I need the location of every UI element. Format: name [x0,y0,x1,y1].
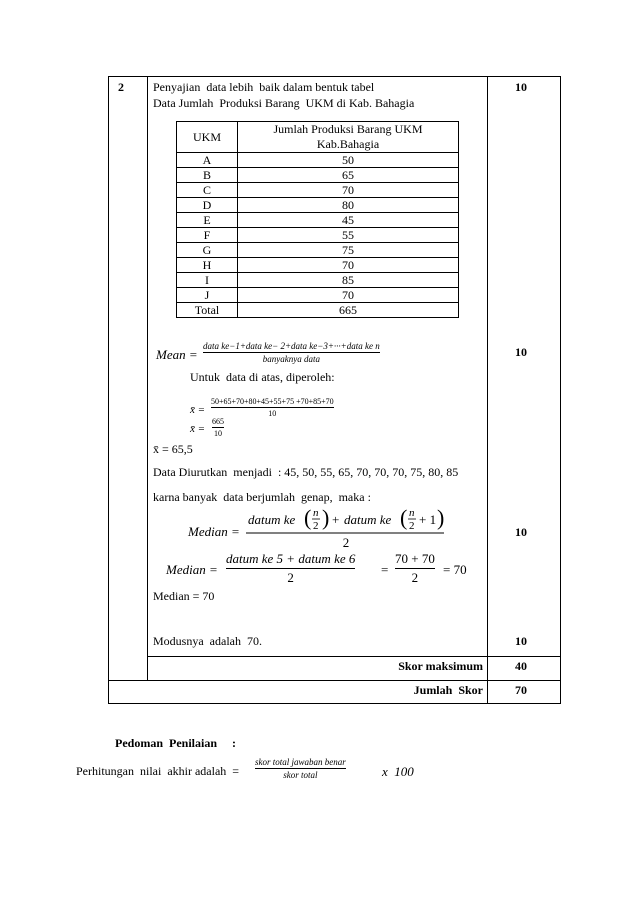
score-2: 10 [515,345,527,359]
median-result: Median = 70 [153,589,215,603]
table-row [177,243,459,258]
table-row [177,183,459,198]
pedoman-numerator: skor total jawaban benar [255,757,346,767]
grid-row-jumlah [108,680,561,681]
svg-text:n: n [409,507,415,519]
mean-denominator: banyaknya data [262,354,320,364]
table-row [177,273,459,288]
xbar2-numerator: 665 [212,417,224,426]
xbar-label: x̄ = [190,404,206,416]
svg-text:n: n [313,507,319,519]
table-total-row [177,303,459,318]
cell-value: 70 [238,288,459,303]
median-calc2-numerator: 70 + 70 [395,551,435,566]
score-4: 10 [515,634,527,648]
cell-value: 70 [238,183,459,198]
modus-text: Modusnya adalah 70. [153,634,262,648]
cell-ukm: A [177,153,238,168]
mean-numerator: data ke−1+data ke− 2+data ke−3+···+data ke n [203,341,380,351]
pedoman-colon: : [232,736,236,750]
header-jumlah: Jumlah Produksi Barang UKM Kab.Bahagia [238,122,459,153]
jumlah-skor-value: 70 [515,683,527,697]
fraction-bar [226,568,355,569]
svg-text:datum ke: datum ke [344,512,392,527]
table-row [177,198,459,213]
score-3: 10 [515,525,527,539]
fraction-bar [212,427,224,428]
grid-col1 [147,76,148,680]
svg-text:datum ke: datum ke [248,512,296,527]
table-row [177,288,459,303]
cell-ukm: C [177,183,238,198]
table-row [177,258,459,273]
cell-value: 80 [238,198,459,213]
xbar-fraction [211,397,334,418]
xbar-numerator: 50+65+70+80+45+55+75 +70+85+70 [211,397,334,406]
median-calc2-fraction [395,551,435,586]
score-1: 10 [515,80,527,94]
untuk-text: Untuk data di atas, diperoleh: [190,370,335,384]
cell-ukm: H [177,258,238,273]
cell-ukm: E [177,213,238,228]
median-formula-label: Median = [188,524,240,539]
median-calc-fraction [226,551,355,586]
pedoman-formula-suffix: x 100 [382,764,414,779]
grid-col2 [487,76,488,704]
row-number: 2 [118,80,124,94]
cell-value: 45 [238,213,459,228]
svg-text:+: + [332,512,340,527]
xbar-denominator: 10 [268,409,277,418]
pedoman-denominator: skor total [283,770,318,780]
fraction-bar [211,407,334,408]
svg-text:(: ( [400,505,408,530]
cell-value: 55 [238,228,459,243]
total-value: 665 [238,303,459,318]
jumlah-skor-label: Jumlah Skor [413,683,483,697]
fraction-bar [255,768,346,769]
cell-value: 70 [238,258,459,273]
skor-max-value: 40 [515,659,527,673]
xbar2-fraction [212,417,224,438]
intro-line-2: Data Jumlah Produksi Barang UKM di Kab. Bahagia [153,96,415,110]
pedoman-formula-prefix: Perhitungan nilai akhir adalah = [76,764,240,778]
table-header-row [177,122,459,153]
median-calc-eq: = [381,562,389,577]
xbar2-denominator: 10 [214,429,222,438]
median-calc-numerator: datum ke 5 + datum ke 6 [226,551,356,566]
cell-ukm: G [177,243,238,258]
svg-text:): ) [437,505,445,530]
skor-max-label: Skor maksimum [398,659,483,673]
cell-ukm: F [177,228,238,243]
intro-line-1: Penyajian data lebih baik dalam bentuk tabel [153,80,375,94]
cell-ukm: J [177,288,238,303]
median-calc-denominator: 2 [287,570,294,585]
median-calc2-denominator: 2 [411,570,419,585]
grid-right [560,76,561,704]
xbar2-label: x̄ = [190,423,206,435]
svg-text:(: ( [304,505,312,530]
table-row [177,228,459,243]
mean-label: Mean = [156,347,198,362]
cell-value: 85 [238,273,459,288]
table-row [177,168,459,183]
cell-value: 75 [238,243,459,258]
grid-row-skor [147,656,561,657]
svg-text:): ) [322,505,330,530]
production-table [176,121,459,318]
median-formula-denominator: 2 [342,535,350,550]
svg-text:+ 1: + 1 [419,512,437,527]
fraction-bar [395,568,435,569]
grid-left [108,76,109,704]
median-formula-fraction [246,505,446,549]
svg-text:2: 2 [313,520,319,532]
header-ukm: UKM [177,122,238,153]
fraction-bar [203,352,380,353]
table-row [177,153,459,168]
cell-ukm: B [177,168,238,183]
mean-fraction [203,341,380,364]
median-reason: karna banyak data berjumlah genap, maka : [153,490,371,504]
grid-top [108,76,561,77]
sorted-data: Data Diurutkan menjadi : 45, 50, 55, 65, 70, 70, 70, 75, 80, 85 [153,465,459,479]
svg-text:2: 2 [409,520,415,532]
mean-result: x̄ = 65,5 [153,442,193,456]
cell-ukm: D [177,198,238,213]
median-calc-label: Median = [166,562,218,577]
total-label: Total [177,303,238,318]
median-calc-result: = 70 [443,562,467,577]
pedoman-title: Pedoman Penilaian [115,736,218,750]
grid-bottom [108,703,561,704]
cell-value: 65 [238,168,459,183]
table-row [177,213,459,228]
pedoman-fraction [255,757,346,780]
cell-value: 50 [238,153,459,168]
cell-ukm: I [177,273,238,288]
